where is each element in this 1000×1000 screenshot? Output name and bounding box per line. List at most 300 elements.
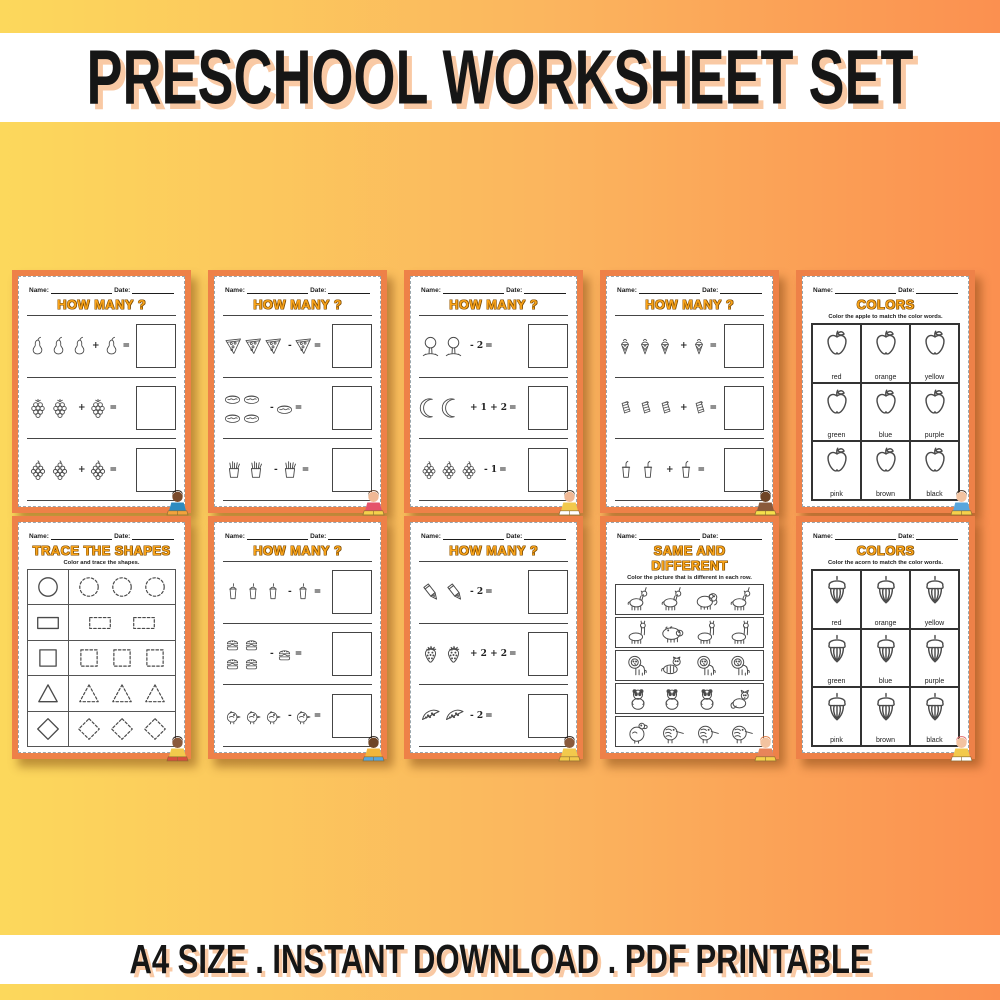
burrito-icon	[655, 398, 675, 418]
name-label: Name:	[225, 287, 245, 294]
moon-icon	[419, 397, 441, 419]
fries-icon	[223, 459, 245, 481]
date-label: Date:	[506, 533, 523, 540]
apple-icon	[820, 444, 854, 478]
counting-row	[419, 624, 568, 686]
trace-row	[28, 676, 175, 711]
llama-icon	[694, 619, 720, 645]
color-word-label: black	[926, 737, 943, 744]
worksheet-subtitle: Color and trace the shapes.	[63, 560, 140, 566]
date-line	[132, 532, 174, 540]
burrito-icon	[635, 398, 655, 418]
unicorn-icon	[728, 586, 754, 612]
worksheet-card	[12, 516, 191, 759]
unicorn-icon	[625, 586, 651, 612]
worksheet-page	[214, 276, 381, 507]
answer-box	[332, 570, 372, 614]
shape-example-cell	[28, 641, 69, 675]
bird-icon	[293, 706, 313, 726]
worksheet-title: HOW MANY ?	[253, 297, 342, 312]
counting-section	[615, 315, 764, 501]
hippo-icon	[659, 619, 685, 645]
worksheet-card	[796, 270, 975, 513]
apple-icon	[869, 386, 903, 420]
operator-text: -	[288, 341, 292, 352]
counting-row	[419, 378, 568, 440]
terms-text: + 1 + 2	[470, 403, 508, 413]
equals-sign: =	[485, 587, 493, 598]
bird-icon	[223, 706, 243, 726]
llama-icon	[625, 619, 651, 645]
square-icon	[142, 645, 168, 671]
operator-text: +	[680, 341, 688, 352]
date-label: Date:	[114, 533, 131, 540]
counting-row	[223, 315, 372, 378]
rectangle-icon	[87, 610, 113, 636]
name-date-row	[421, 532, 566, 540]
color-cell	[861, 383, 910, 442]
worksheet-title: TRACE THE SHAPES	[32, 543, 171, 558]
color-cell	[861, 324, 910, 383]
apple-icon	[869, 444, 903, 478]
icecream-icon	[655, 336, 675, 356]
operator-text: -	[274, 464, 278, 475]
worksheet-card	[208, 516, 387, 759]
hotdog-icon	[242, 408, 261, 427]
equals-sign: =	[294, 403, 303, 413]
circle-icon	[109, 574, 135, 600]
name-line	[639, 532, 700, 540]
kiwi-icon	[694, 719, 720, 745]
name-label: Name:	[29, 287, 49, 294]
trace-shapes-grid	[27, 569, 176, 747]
name-line	[835, 532, 896, 540]
diamond-icon	[35, 716, 61, 742]
answer-box	[136, 448, 176, 492]
answer-box	[332, 694, 372, 738]
equals-sign: =	[109, 464, 118, 475]
terms-text: - 2	[470, 341, 484, 352]
operator-text: +	[92, 341, 100, 352]
color-word-label: black	[926, 491, 943, 498]
worksheet-subtitle: Color the apple to match the color words.	[828, 314, 943, 320]
item-group	[223, 706, 287, 726]
date-label: Date:	[310, 533, 327, 540]
name-date-row	[225, 286, 370, 294]
color-word-label: brown	[875, 491, 896, 498]
name-label: Name:	[29, 533, 49, 540]
bird-icon	[263, 706, 283, 726]
trace-row	[28, 641, 175, 676]
color-cell	[910, 324, 959, 383]
name-date-row	[813, 532, 958, 540]
counting-section	[419, 561, 568, 747]
answer-box	[528, 632, 568, 676]
equals-sign: =	[122, 341, 131, 352]
operator-text: +	[666, 464, 674, 475]
counting-row	[419, 315, 568, 378]
rectangle-icon	[131, 610, 157, 636]
hotdog-icon	[223, 408, 242, 427]
item-group	[223, 459, 273, 481]
answer-box	[332, 324, 372, 368]
acorn-icon	[918, 632, 952, 666]
counting-section	[27, 315, 176, 501]
name-line	[639, 286, 700, 294]
top-banner	[0, 33, 1000, 122]
worksheet-page	[410, 522, 577, 753]
item-group	[615, 459, 665, 481]
terms-text: - 2	[470, 587, 484, 598]
answer-box	[724, 448, 764, 492]
color-word-label: yellow	[924, 619, 945, 627]
item-group	[419, 704, 469, 728]
shape-practice-cell	[69, 605, 175, 639]
same-different-row	[615, 584, 764, 615]
color-word-label: pink	[830, 491, 843, 498]
raspberry-icon	[27, 397, 49, 419]
name-label: Name:	[421, 287, 441, 294]
shape-example-cell	[28, 676, 69, 710]
shape-practice-cell	[69, 712, 175, 746]
answer-box	[528, 694, 568, 738]
boy-reading-clipart	[162, 488, 193, 516]
worksheet-page	[410, 276, 577, 507]
equals-sign: =	[709, 341, 718, 352]
bird-icon	[243, 706, 263, 726]
color-word-label: red	[831, 619, 842, 627]
equals-sign: =	[509, 403, 517, 413]
pizza-icon	[243, 336, 263, 356]
grapes-icon	[27, 459, 49, 481]
name-date-row	[225, 532, 370, 540]
equals-sign: =	[709, 403, 718, 413]
counting-row	[223, 561, 372, 624]
lion-icon	[694, 652, 720, 678]
shape-practice-cell	[69, 676, 175, 710]
boy-reading-clipart	[750, 488, 781, 516]
color-cell	[861, 570, 910, 629]
item-group	[27, 459, 77, 481]
lion-icon	[625, 652, 651, 678]
burger-icon	[242, 654, 261, 673]
operator-text: +	[680, 403, 688, 413]
boy-reading-clipart	[358, 734, 389, 762]
operator-text: -	[288, 710, 292, 721]
girl-reading-clipart	[358, 488, 389, 516]
worksheet-card	[208, 270, 387, 513]
counting-section	[223, 561, 372, 747]
equals-sign: =	[499, 464, 507, 475]
diamond-icon	[76, 716, 102, 742]
raspberry-icon	[87, 397, 109, 419]
answer-box	[528, 386, 568, 430]
same-different-row	[615, 716, 764, 747]
answer-box	[136, 386, 176, 430]
answer-box	[136, 324, 176, 368]
worksheet-subtitle: Color the acorn to match the color words.	[828, 560, 943, 566]
girl-painting-clipart	[554, 488, 585, 516]
pear-icon	[27, 336, 48, 357]
counting-row	[615, 378, 764, 440]
apple-icon	[869, 327, 903, 361]
answer-box	[724, 324, 764, 368]
color-cell	[910, 629, 959, 688]
equals-sign: =	[109, 403, 118, 413]
acorn-icon	[820, 632, 854, 666]
acorn-icon	[820, 690, 854, 724]
date-line	[720, 286, 762, 294]
name-line	[247, 286, 308, 294]
counting-row	[27, 439, 176, 501]
worksheet-page	[606, 522, 773, 753]
name-date-row	[617, 532, 762, 540]
name-label: Name:	[813, 533, 833, 540]
equals-sign: =	[485, 710, 493, 721]
name-line	[51, 532, 112, 540]
color-cell	[861, 441, 910, 500]
worksheet-title: SAME AND DIFFERENT	[651, 543, 728, 573]
triangle-icon	[142, 680, 168, 706]
girl-laptop-clipart	[750, 734, 781, 762]
color-cell	[861, 687, 910, 746]
name-label: Name:	[421, 533, 441, 540]
date-label: Date:	[898, 533, 915, 540]
worksheet-page	[802, 522, 969, 753]
counting-row	[419, 685, 568, 747]
operator-text: +	[78, 464, 86, 475]
icecream-icon	[635, 336, 655, 356]
burrito-icon	[615, 398, 635, 418]
color-word-label: red	[831, 373, 842, 381]
grapes-icon	[87, 459, 109, 481]
equals-sign: =	[509, 649, 517, 659]
counting-row	[223, 685, 372, 747]
color-word-label: orange	[874, 373, 897, 381]
color-word-label: green	[827, 432, 846, 440]
square-icon	[76, 645, 102, 671]
name-label: Name:	[617, 287, 637, 294]
bottom-banner	[0, 935, 1000, 984]
moon-icon	[441, 397, 463, 419]
answer-box	[528, 448, 568, 492]
smoothie-icon	[223, 582, 243, 602]
counting-row	[419, 439, 568, 501]
color-cell	[812, 441, 861, 500]
watermelon-icon	[443, 704, 467, 728]
color-word-label: orange	[874, 619, 897, 627]
girl-reading-clipart	[162, 734, 193, 762]
color-cell	[910, 383, 959, 442]
same-different-row	[615, 650, 764, 681]
name-date-row	[29, 286, 174, 294]
worksheet-card	[404, 270, 583, 513]
same-different-row	[615, 617, 764, 648]
item-group	[27, 397, 77, 419]
name-line	[443, 286, 504, 294]
date-label: Date:	[506, 287, 523, 294]
pear-icon	[101, 336, 122, 357]
pear-icon	[69, 336, 90, 357]
worksheet-page	[802, 276, 969, 507]
dodo-icon	[625, 719, 651, 745]
date-line	[916, 532, 958, 540]
color-word-label: green	[827, 678, 846, 686]
item-group	[615, 398, 679, 418]
equals-sign: =	[301, 464, 310, 475]
trace-row	[28, 712, 175, 746]
terms-text: - 1	[484, 464, 498, 475]
pencil-icon	[443, 580, 467, 604]
fox-icon	[728, 686, 754, 712]
date-line	[524, 286, 566, 294]
icecream-icon	[615, 336, 635, 356]
item-group	[223, 582, 287, 602]
shape-example-cell	[28, 570, 69, 604]
worksheet-card	[404, 516, 583, 759]
pizza-icon	[223, 336, 243, 356]
drink-icon	[637, 459, 659, 481]
square-icon	[109, 645, 135, 671]
answer-box	[332, 386, 372, 430]
date-line	[328, 286, 370, 294]
smoothie-icon	[263, 582, 283, 602]
color-word-label: purple	[924, 432, 945, 440]
trace-row	[28, 570, 175, 605]
date-line	[720, 532, 762, 540]
item-group	[419, 460, 483, 480]
worksheet-row-2	[12, 516, 975, 759]
answer-box	[528, 324, 568, 368]
item-group	[615, 336, 679, 356]
name-date-row	[29, 532, 174, 540]
item-group	[27, 336, 91, 357]
equals-sign: =	[294, 649, 303, 659]
grapes-icon	[49, 459, 71, 481]
name-date-row	[813, 286, 958, 294]
item-group	[419, 397, 469, 419]
name-label: Name:	[813, 287, 833, 294]
burger-icon	[242, 635, 261, 654]
operator-text: +	[78, 403, 86, 413]
burrito-icon	[689, 398, 709, 418]
watermelon-icon	[419, 704, 443, 728]
terms-text: - 2	[470, 710, 484, 721]
product-subtitle: A4 SIZE . INSTANT DOWNLOAD . PDF PRINTABLE	[129, 935, 871, 982]
date-label: Date:	[310, 287, 327, 294]
apple-icon	[918, 444, 952, 478]
acorn-icon	[869, 573, 903, 607]
grapes-icon	[439, 460, 459, 480]
name-label: Name:	[225, 533, 245, 540]
apple-icon	[918, 327, 952, 361]
tiger-icon	[659, 652, 685, 678]
date-label: Date:	[702, 533, 719, 540]
triangle-icon	[35, 680, 61, 706]
raspberry-icon	[49, 397, 71, 419]
drink-icon	[675, 459, 697, 481]
counting-row	[223, 439, 372, 501]
burger-icon	[223, 635, 242, 654]
counting-row	[223, 624, 372, 686]
burger-icon	[223, 654, 242, 673]
color-cell	[812, 687, 861, 746]
worksheet-card	[600, 270, 779, 513]
trace-row	[28, 605, 175, 640]
counting-section	[419, 315, 568, 501]
panda-icon	[659, 686, 685, 712]
acorn-icon	[869, 632, 903, 666]
lion-icon	[728, 652, 754, 678]
worksheet-card	[600, 516, 779, 759]
equals-sign: =	[313, 341, 322, 352]
circle-icon	[35, 574, 61, 600]
worksheet-page	[606, 276, 773, 507]
hotdog-icon	[223, 389, 242, 408]
diamond-icon	[109, 716, 135, 742]
answer-box	[332, 632, 372, 676]
name-date-row	[617, 286, 762, 294]
apple-icon	[820, 386, 854, 420]
color-cell	[812, 629, 861, 688]
color-word-label: brown	[875, 737, 896, 744]
color-word-label: blue	[878, 678, 893, 686]
equals-sign: =	[313, 587, 322, 598]
acorn-icon	[820, 573, 854, 607]
pear-icon	[48, 336, 69, 357]
counting-row	[27, 378, 176, 440]
equals-sign: =	[313, 710, 322, 721]
color-word-label: purple	[924, 678, 945, 686]
acorn-icon	[918, 573, 952, 607]
name-line	[51, 286, 112, 294]
equals-sign: =	[697, 464, 706, 475]
worksheet-page	[18, 522, 185, 753]
color-cell	[812, 383, 861, 442]
strawberry-icon	[442, 643, 465, 666]
grapes-icon	[459, 460, 479, 480]
triangle-icon	[109, 680, 135, 706]
boy-reading-clipart	[946, 488, 977, 516]
smoothie-icon	[293, 582, 313, 602]
smoothie-icon	[243, 582, 263, 602]
item-group	[419, 643, 469, 666]
answer-box	[528, 570, 568, 614]
item-group	[223, 635, 269, 673]
square-icon	[35, 645, 61, 671]
unicorn-icon	[659, 586, 685, 612]
acorn-icon	[869, 690, 903, 724]
name-line	[835, 286, 896, 294]
burger-icon	[275, 645, 294, 664]
pencil-icon	[419, 580, 443, 604]
color-word-label: pink	[830, 737, 843, 744]
counting-row	[615, 315, 764, 378]
worksheet-title: COLORS	[856, 297, 915, 312]
worksheet-title: HOW MANY ?	[57, 297, 146, 312]
hotdog-icon	[275, 399, 294, 418]
girl-writing-clipart	[946, 734, 977, 762]
tree-icon	[419, 335, 442, 358]
apple-icon	[820, 327, 854, 361]
worksheet-page	[214, 522, 381, 753]
date-line	[328, 532, 370, 540]
worksheet-title: HOW MANY ?	[449, 297, 538, 312]
date-line	[132, 286, 174, 294]
counting-section	[223, 315, 372, 501]
circle-icon	[76, 574, 102, 600]
pizza-icon	[293, 336, 313, 356]
